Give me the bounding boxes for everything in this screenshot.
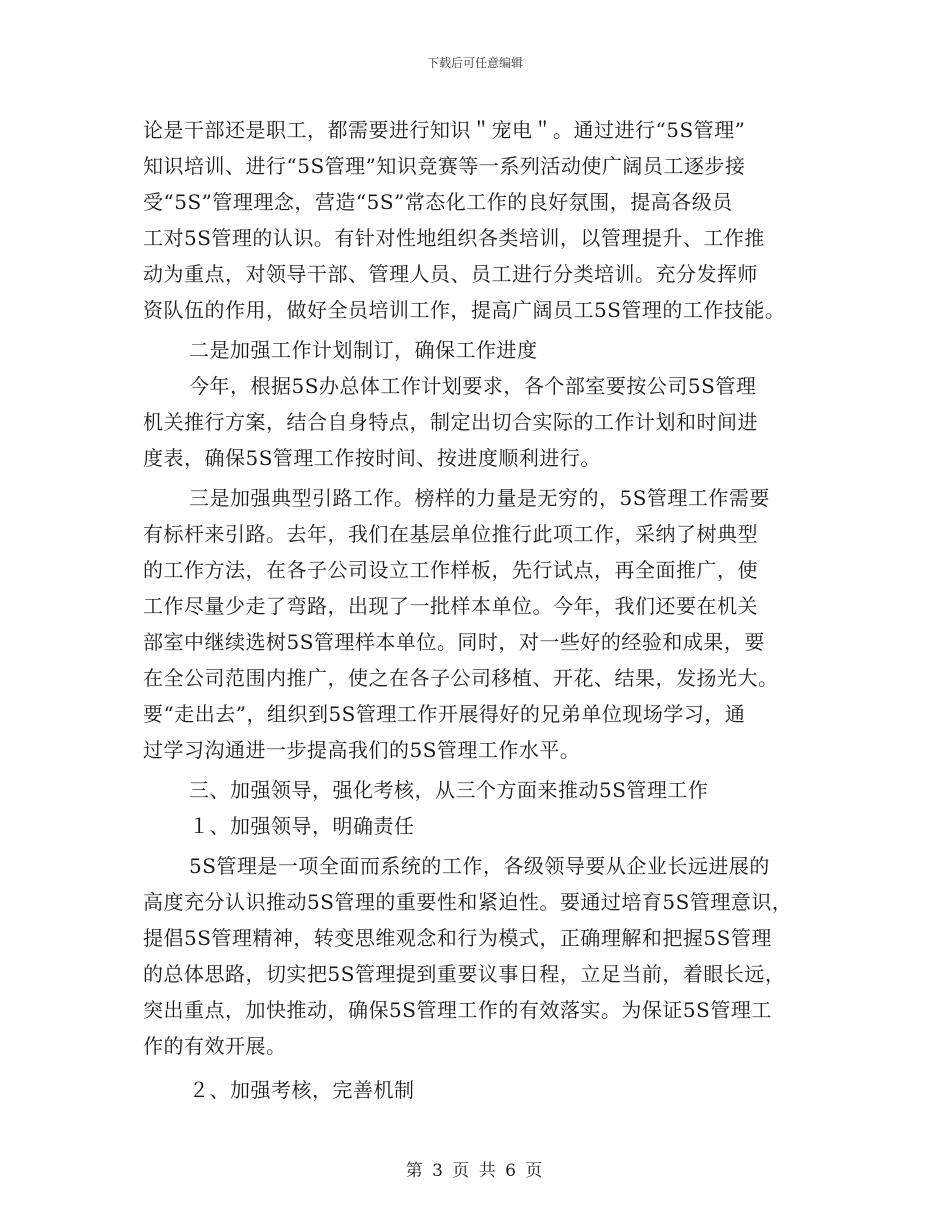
text-line: 要“走出去”，组织到5S管理工作开展得好的兄弟单位现场学习，通 [143, 702, 746, 726]
text-line: 动为重点，对领导干部、管理人员、员工进行分类培训。充分发挥师 [143, 262, 758, 286]
text-line: 的总体思路，切实把5S管理提到重要议事日程，立足当前，着眼长远， [143, 962, 786, 986]
text-line: 度表，确保5S管理工作按时间、按进度顺利进行。 [143, 446, 601, 470]
text-line: 受“5S”管理理念，营造“5S”常态化工作的良好氛围，提高各级员 [143, 190, 733, 214]
text-line: 部室中继续选树5S管理样本单位。同时，对一些好的经验和成果，要 [143, 630, 765, 654]
text-line: 5S管理是一项全面而系统的工作，各级领导要从企业长远进展的 [189, 854, 770, 878]
text-line: 的工作方法，在各子公司设立工作样板，先行试点，再全面推广，使 [143, 558, 758, 582]
text-line: 资队伍的作用，做好全员培训工作，提高广阔员工5S管理的工作技能。 [143, 298, 786, 322]
text-line: 三是加强典型引路工作。榜样的力量是无穷的，5S管理工作需要 [189, 486, 770, 510]
text-line: 今年，根据5S办总体工作计划要求，各个部室要按公司5S管理 [189, 374, 757, 398]
text-line: 突出重点，加快推动，确保5S管理工作的有效落实。为保证5S管理工 [143, 998, 772, 1022]
text-line: 有标杆来引路。去年，我们在基层单位推行此项工作，采纳了树典型 [143, 522, 758, 546]
subsection-heading: ２、加强考核，完善机制 [189, 1078, 415, 1102]
text-line: 高度充分认识推动5S管理的重要性和紧迫性。要通过培育5S管理意识， [143, 890, 793, 914]
text-line: 工作尽量少走了弯路，出现了一批样本单位。今年，我们还要在机关 [143, 594, 758, 618]
page-header: 下载后可任意编辑 [426, 56, 523, 70]
text-line: 工对5S管理的认识。有针对性地组织各类培训，以管理提升、工作推 [143, 226, 765, 250]
section-heading: 三、加强领导，强化考核，从三个方面来推动5S管理工作 [189, 778, 709, 802]
text-line: 机关推行方案，结合自身特点，制定出切合实际的工作计划和时间进 [143, 410, 758, 434]
subsection-heading: １、加强领导，明确责任 [189, 814, 415, 838]
page-footer: 第 3 页 共 6 页 [405, 1161, 545, 1181]
text-line: 提倡5S管理精神，转变思维观念和行为模式，正确理解和把握5S管理 [143, 926, 772, 950]
text-line: 作的有效开展。 [143, 1034, 287, 1058]
text-line: 论是干部还是职工，都需要进行知识＂宠电＂。通过进行“5S管理” [143, 118, 746, 142]
text-line: 知识培训、进行“5S管理”知识竞赛等一系列活动使广阔员工逐步接 [143, 154, 746, 178]
text-line: 过学习沟通进一步提高我们的5S管理工作水平。 [143, 738, 581, 762]
section-heading: 二是加强工作计划制订，确保工作进度 [189, 338, 538, 362]
text-line: 在全公司范围内推广，使之在各子公司移植、开花、结果，发扬光大。 [143, 666, 779, 690]
